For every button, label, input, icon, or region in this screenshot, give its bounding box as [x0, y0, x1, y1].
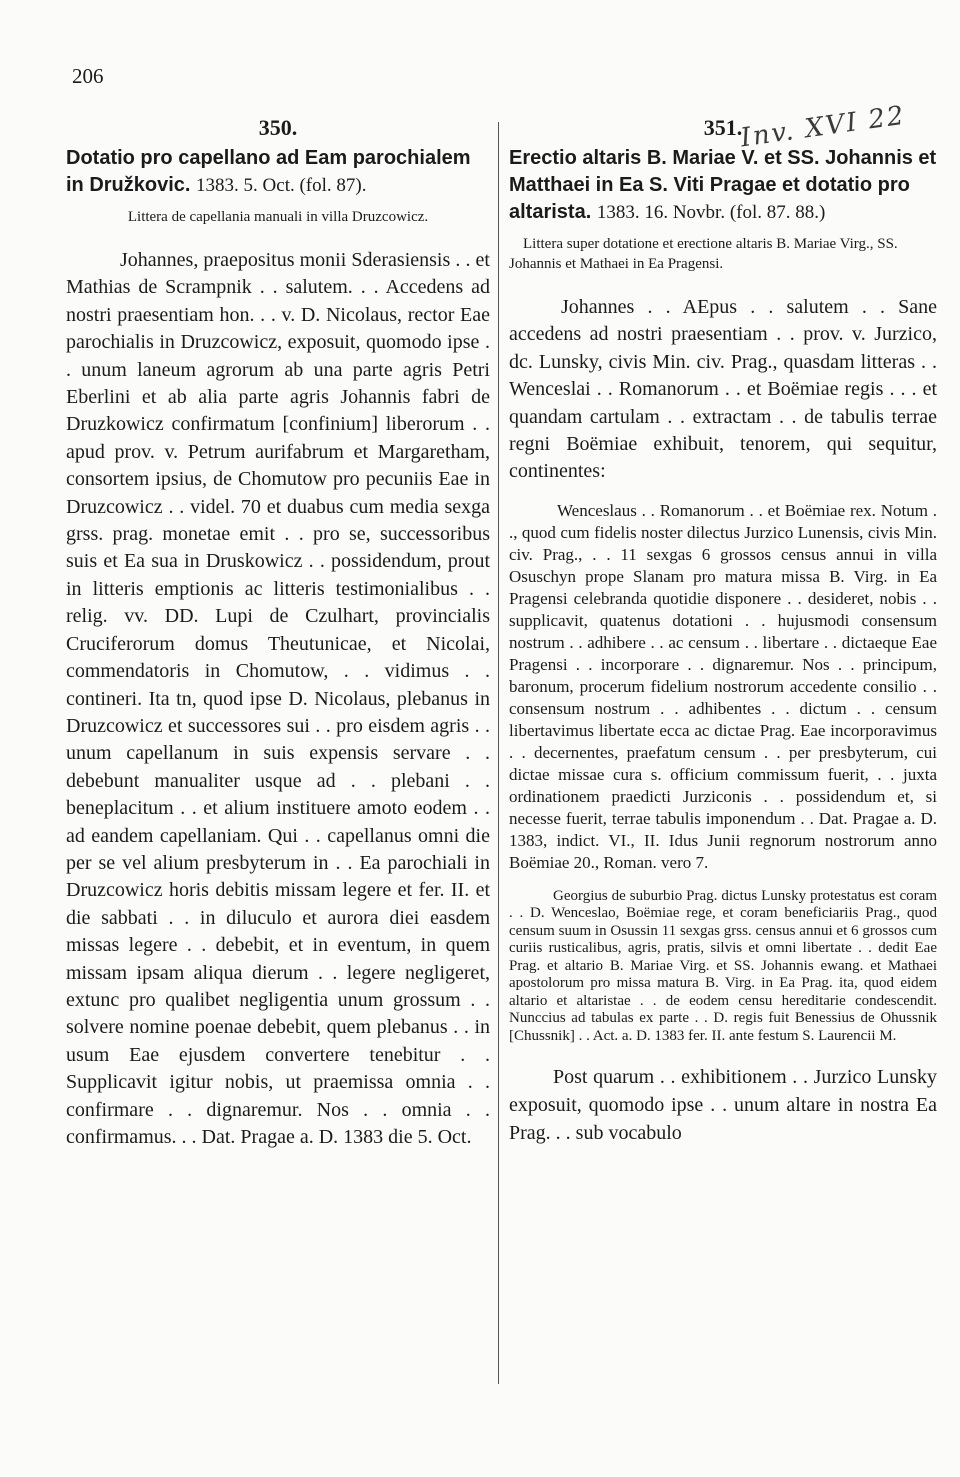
- column-divider: [498, 122, 499, 1384]
- document-date-source: 1383. 5. Oct. (fol. 87).: [196, 175, 367, 196]
- land-register-note: Georgius de suburbio Prag. dictus Lunsky protestatus est coram . . D. Wenceslao, Boëmiae rege, et coram beneficiariis Prag., quod censum suum in Osussin 11 sexgas grss. census annui et 6 grossos cum curiis rusticalibus, agris, pratis, silvis et omni libertate . . dedit Eae Prag. et altario B. Mariae Virg. et SS. Johannis ewang. et Mathaei apostolorum pro missa matura B. Virg. in Ea Prag. ita, quod eidem altario et altaristae . . de eodem censu hereditarie condescendit. Nunccius ad tabulas ex parte . . D. regis fuit Benessius de Ohussnik [Chussnik] . . Act. a. D. 1383 fer. II. ante festum S. Laurencii M.: [509, 887, 937, 1044]
- inserted-charter: Wenceslaus . . Romanorum . . et Boëmiae rex. Notum . ., quod cum fidelis noster dilectus Jurzico Lunensis, civis Min. civ. Prag., . . 11 sexgas 6 grossos census annui in villa Osuschyn prope Slanam pro matura missa B. Virg. in Ea Pragensi celebranda quotidie disponere . . desideret, nobis . . supplicavit, quatenus dotationi . . hujusmodi consensum nostrum . . adhibere . . ac censum . . libertare . . dictaeque Eae Pragensi . . incorporare . . dignaremur. Nos . . principum, baronum, procerum fidelium nostrorum accedente consilio . . consensum nostrum . . adhibentes . . dictum . . censum libertavimus libertate ecca ac dictae Prag. Eae incorporavimus . . decernentes, praefatum censum . . per presbyterum, cui dictae missae cura s. officium commissum fuerit, . . juxta ordinationem praedicti Jurziconis . . possidendum et, si necesse fuerit, terrae tabulis imponendum . . Dat. Pragae a. D. 1383, indict. VI., II. Idus Junii regnorum nostrorum anno Boëmiae 20., Roman. vero 7.: [509, 500, 937, 872]
- document-title-bold: Dotatio pro capellano ad Eam parochialem in Družkovic.: [66, 147, 471, 196]
- page-number: 206: [72, 64, 104, 88]
- document-title: [66, 145, 490, 199]
- document-body: Johannes . . AEpus . . salutem . . Sane accedens ad nostri praesentiam . . prov. v. Jurzico, dc. Lunsky, civis Min. civ. Prag., quasdam litteras . . Wenceslai . . Romanorum . . et Boëmiae regis . . . et quandam cartulam . . extractam . . de tabulis terrae regni Boëmiae exhibuit, tenorem, qui sequitur, continentes:: [509, 296, 937, 483]
- document-title: [509, 145, 937, 226]
- document-regest: Littera de capellania manuali in villa Druzcowicz.: [127, 209, 429, 225]
- document-number: 350.: [258, 115, 298, 140]
- document-title-bold: Erectio altaris B. Mariae V. et SS. Johannis et Matthaei in Ea S. Viti Pragae et dotatio pro altarista.: [509, 147, 937, 223]
- document-body: Johannes, praepositus monii Sderasiensis . . et Mathias de Scrampnik . . salutem. . . Accedens ad nostri praesentiam hon. . . v. D. Nicolaus, rector Eae parochialis in Druzcowicz, exposuit, quomodo ipse . . unum laneum agrorum ab una parte agris Petri Eberlini et ab alia parte agris Johannis fabri de Druzkowicz confirmatum [confinium] liberorum . . apud prov. v. Petrum aurifabrum et Margaretham, consortem ipsius, de Chomutow pro pecuniis Eae in Druzcowicz . . videl. 70 et duabus cum media sexga grss. prag. monetae emit . . pro se, successoribus suis et Ea sua in Druskowicz . . possidendum, prout in litteris emptionis ac litteris testimonialibus . . relig. vv. DD. Lupi de Czulhart, provincialis Cruciferorum domus Theutunicae, et Nicolai, commendatoris in Chomutow, . . vidimus . . contineri. Ita tn, quod ipse D. Nicolaus, plebanus in Druzcowicz et successores sui . . pro eisdem agris . . unum capellanum in suis expensis servare . . debebunt manualiter usque ad . . plebani . . beneplacitum . . et alium instituere amoto eodem . . ad eandem capellaniam. Qui . . capellanus omni die per se vel alium presbyterum in . . Ea parochiali in Druzcowicz horis debitis missam legere et fer. II. et die sabbati . . in diluculo et aurora diei easdem missas legere . . debebit, et in eventum, in quem missam ipsam aliqua dierum . . legere negligeret, extunc pro qualibet negligentia unum grossum . . solvere nomine poenae debebit, quem plebanus . . in usum Eae ejusdem convertere tenebitur . . Supplicavit igitur nobis, ut praemissa omnia . . confirmare . . dignaremur. Nos . . omnia . . confirmamus. . . Dat. Pragae a. D. 1383 die 5. Oct.: [66, 249, 490, 1148]
- document-number: 351.: [703, 115, 743, 140]
- document-regest: Littera super dotatione et erectione altaris B. Mariae Virg., SS. Johannis et Mathaei in Ea Pragensi.: [509, 236, 898, 272]
- document-351: [509, 115, 937, 1147]
- document-date-source: 1383. 16. Novbr. (fol. 87. 88.): [596, 202, 826, 223]
- handwritten-marginal-note: Inv. XVI 22: [738, 100, 908, 154]
- document-continuation: Post quarum . . exhibitionem . . Jurzico Lunsky exposuit, quomodo ipse . . unum altare in nostra Ea Prag. . . sub vocabulo: [509, 1066, 937, 1145]
- document-350: [66, 115, 490, 1151]
